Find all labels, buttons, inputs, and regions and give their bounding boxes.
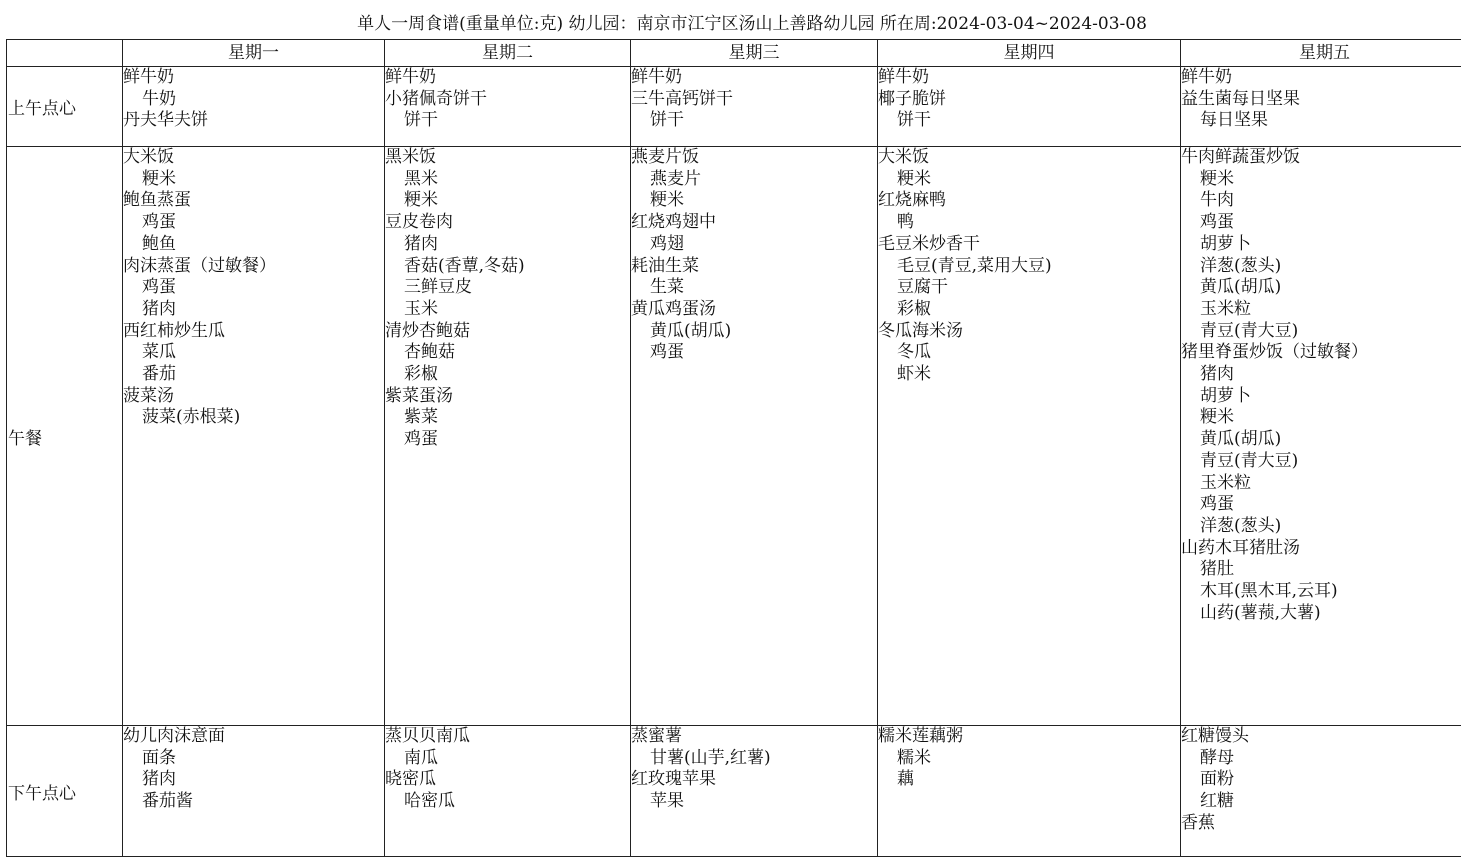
meal-label: 下午点心 <box>7 726 123 857</box>
dish-name: 牛肉鲜蔬蛋炒饭 <box>1181 147 1461 169</box>
day-header: 星期三 <box>631 40 878 67</box>
page-title: 单人一周食谱(重量单位:克) 幼儿园：南京市江宁区汤山上善路幼儿园 所在周:2024-03-04~2024-03-08 <box>0 13 1461 35</box>
ingredient: 粳米 <box>1181 169 1461 191</box>
dish-name: 小猪佩奇饼干 <box>385 89 630 111</box>
ingredient: 猪肉 <box>123 769 384 791</box>
ingredient: 杏鲍菇 <box>385 342 630 364</box>
dish-name: 香蕉 <box>1181 813 1461 835</box>
day-header: 星期一 <box>123 40 385 67</box>
dish-name: 山药木耳猪肚汤 <box>1181 538 1461 560</box>
dish-name: 鲜牛奶 <box>1181 67 1461 89</box>
ingredient: 胡萝卜 <box>1181 234 1461 256</box>
ingredient: 粳米 <box>123 169 384 191</box>
dish-name: 豆皮卷肉 <box>385 212 630 234</box>
meal-label: 上午点心 <box>7 67 123 147</box>
dish-name: 红玫瑰苹果 <box>631 769 877 791</box>
dish-name: 冬瓜海米汤 <box>878 321 1180 343</box>
ingredient: 猪肚 <box>1181 559 1461 581</box>
dish-name: 黑米饭 <box>385 147 630 169</box>
menu-cell <box>1181 726 1461 857</box>
ingredient: 鲍鱼 <box>123 234 384 256</box>
meal-row <box>7 67 1461 147</box>
meal-label: 午餐 <box>7 147 123 726</box>
menu-cell <box>631 67 878 147</box>
ingredient: 彩椒 <box>385 364 630 386</box>
ingredient: 粳米 <box>1181 407 1461 429</box>
ingredient: 红糖 <box>1181 791 1461 813</box>
dish-name: 蒸蜜薯 <box>631 726 877 748</box>
ingredient: 冬瓜 <box>878 342 1180 364</box>
dish-name: 益生菌每日坚果 <box>1181 89 1461 111</box>
ingredient: 牛肉 <box>1181 190 1461 212</box>
ingredient: 胡萝卜 <box>1181 386 1461 408</box>
ingredient: 鸡蛋 <box>123 277 384 299</box>
menu-cell <box>123 147 385 726</box>
corner-cell <box>7 40 123 67</box>
dish-name: 紫菜蛋汤 <box>385 386 630 408</box>
ingredient: 猪肉 <box>385 234 630 256</box>
dish-name: 鲜牛奶 <box>631 67 877 89</box>
menu-cell <box>123 67 385 147</box>
ingredient: 鸭 <box>878 212 1180 234</box>
ingredient: 粳米 <box>631 190 877 212</box>
ingredient: 每日坚果 <box>1181 110 1461 132</box>
ingredient: 猪肉 <box>1181 364 1461 386</box>
ingredient: 番茄 <box>123 364 384 386</box>
day-header: 星期四 <box>878 40 1181 67</box>
ingredient: 甘薯(山芋,红薯) <box>631 748 877 770</box>
dish-name: 幼儿肉沫意面 <box>123 726 384 748</box>
meal-row <box>7 726 1461 857</box>
ingredient: 洋葱(葱头) <box>1181 516 1461 538</box>
day-header: 星期二 <box>385 40 631 67</box>
ingredient: 虾米 <box>878 364 1180 386</box>
ingredient: 玉米 <box>385 299 630 321</box>
ingredient: 木耳(黑木耳,云耳) <box>1181 581 1461 603</box>
dish-name: 大米饭 <box>123 147 384 169</box>
ingredient: 饼干 <box>385 110 630 132</box>
dish-name: 红糖馒头 <box>1181 726 1461 748</box>
ingredient: 饼干 <box>878 110 1180 132</box>
ingredient: 三鲜豆皮 <box>385 277 630 299</box>
ingredient: 黄瓜(胡瓜) <box>1181 277 1461 299</box>
dish-name: 丹夫华夫饼 <box>123 110 384 132</box>
dish-name: 鲜牛奶 <box>385 67 630 89</box>
ingredient: 菠菜(赤根菜) <box>123 407 384 429</box>
menu-cell <box>631 147 878 726</box>
dish-name: 糯米莲藕粥 <box>878 726 1180 748</box>
ingredient: 青豆(青大豆) <box>1181 451 1461 473</box>
dish-name: 鲜牛奶 <box>123 67 384 89</box>
dish-name: 大米饭 <box>878 147 1180 169</box>
menu-cell <box>878 67 1181 147</box>
dish-name: 毛豆米炒香干 <box>878 234 1180 256</box>
ingredient: 鸡翅 <box>631 234 877 256</box>
ingredient: 面条 <box>123 748 384 770</box>
menu-cell <box>1181 67 1461 147</box>
dish-name: 耗油生菜 <box>631 256 877 278</box>
ingredient: 鸡蛋 <box>1181 494 1461 516</box>
menu-cell <box>1181 147 1461 726</box>
dish-name: 晓密瓜 <box>385 769 630 791</box>
ingredient: 豆腐干 <box>878 277 1180 299</box>
ingredient: 黄瓜(胡瓜) <box>1181 429 1461 451</box>
dish-name: 鲍鱼蒸蛋 <box>123 190 384 212</box>
ingredient: 鸡蛋 <box>123 212 384 234</box>
ingredient: 藕 <box>878 769 1180 791</box>
ingredient: 猪肉 <box>123 299 384 321</box>
ingredient: 黄瓜(胡瓜) <box>631 321 877 343</box>
ingredient: 玉米粒 <box>1181 299 1461 321</box>
ingredient: 山药(薯蓣,大薯) <box>1181 603 1461 625</box>
dish-name: 清炒杏鲍菇 <box>385 321 630 343</box>
menu-cell <box>385 726 631 857</box>
header-row <box>7 40 1461 67</box>
ingredient: 鸡蛋 <box>631 342 877 364</box>
ingredient: 鸡蛋 <box>385 429 630 451</box>
ingredient: 青豆(青大豆) <box>1181 321 1461 343</box>
menu-cell <box>385 147 631 726</box>
ingredient: 苹果 <box>631 791 877 813</box>
weekly-menu-table <box>6 39 1461 857</box>
ingredient: 鸡蛋 <box>1181 212 1461 234</box>
dish-name: 红烧鸡翅中 <box>631 212 877 234</box>
ingredient: 粳米 <box>385 190 630 212</box>
ingredient: 番茄酱 <box>123 791 384 813</box>
ingredient: 菜瓜 <box>123 342 384 364</box>
dish-name: 蒸贝贝南瓜 <box>385 726 630 748</box>
dish-name: 西红柿炒生瓜 <box>123 321 384 343</box>
ingredient: 玉米粒 <box>1181 473 1461 495</box>
ingredient: 洋葱(葱头) <box>1181 256 1461 278</box>
ingredient: 饼干 <box>631 110 877 132</box>
ingredient: 燕麦片 <box>631 169 877 191</box>
dish-name: 鲜牛奶 <box>878 67 1180 89</box>
menu-cell <box>878 147 1181 726</box>
ingredient: 糯米 <box>878 748 1180 770</box>
dish-name: 黄瓜鸡蛋汤 <box>631 299 877 321</box>
ingredient: 面粉 <box>1181 769 1461 791</box>
dish-name: 椰子脆饼 <box>878 89 1180 111</box>
dish-name: 猪里脊蛋炒饭（过敏餐） <box>1181 342 1461 364</box>
ingredient: 南瓜 <box>385 748 630 770</box>
ingredient: 粳米 <box>878 169 1180 191</box>
menu-cell <box>631 726 878 857</box>
ingredient: 香菇(香蕈,冬菇) <box>385 256 630 278</box>
ingredient: 紫菜 <box>385 407 630 429</box>
dish-name: 红烧麻鸭 <box>878 190 1180 212</box>
ingredient: 生菜 <box>631 277 877 299</box>
menu-cell <box>878 726 1181 857</box>
dish-name: 肉沫蒸蛋（过敏餐） <box>123 256 384 278</box>
dish-name: 菠菜汤 <box>123 386 384 408</box>
dish-name: 三牛高钙饼干 <box>631 89 877 111</box>
day-header: 星期五 <box>1181 40 1461 67</box>
ingredient: 酵母 <box>1181 748 1461 770</box>
menu-cell <box>123 726 385 857</box>
ingredient: 毛豆(青豆,菜用大豆) <box>878 256 1180 278</box>
dish-name: 燕麦片饭 <box>631 147 877 169</box>
ingredient: 牛奶 <box>123 89 384 111</box>
meal-row <box>7 147 1461 726</box>
ingredient: 黑米 <box>385 169 630 191</box>
ingredient: 彩椒 <box>878 299 1180 321</box>
ingredient: 哈密瓜 <box>385 791 630 813</box>
menu-cell <box>385 67 631 147</box>
